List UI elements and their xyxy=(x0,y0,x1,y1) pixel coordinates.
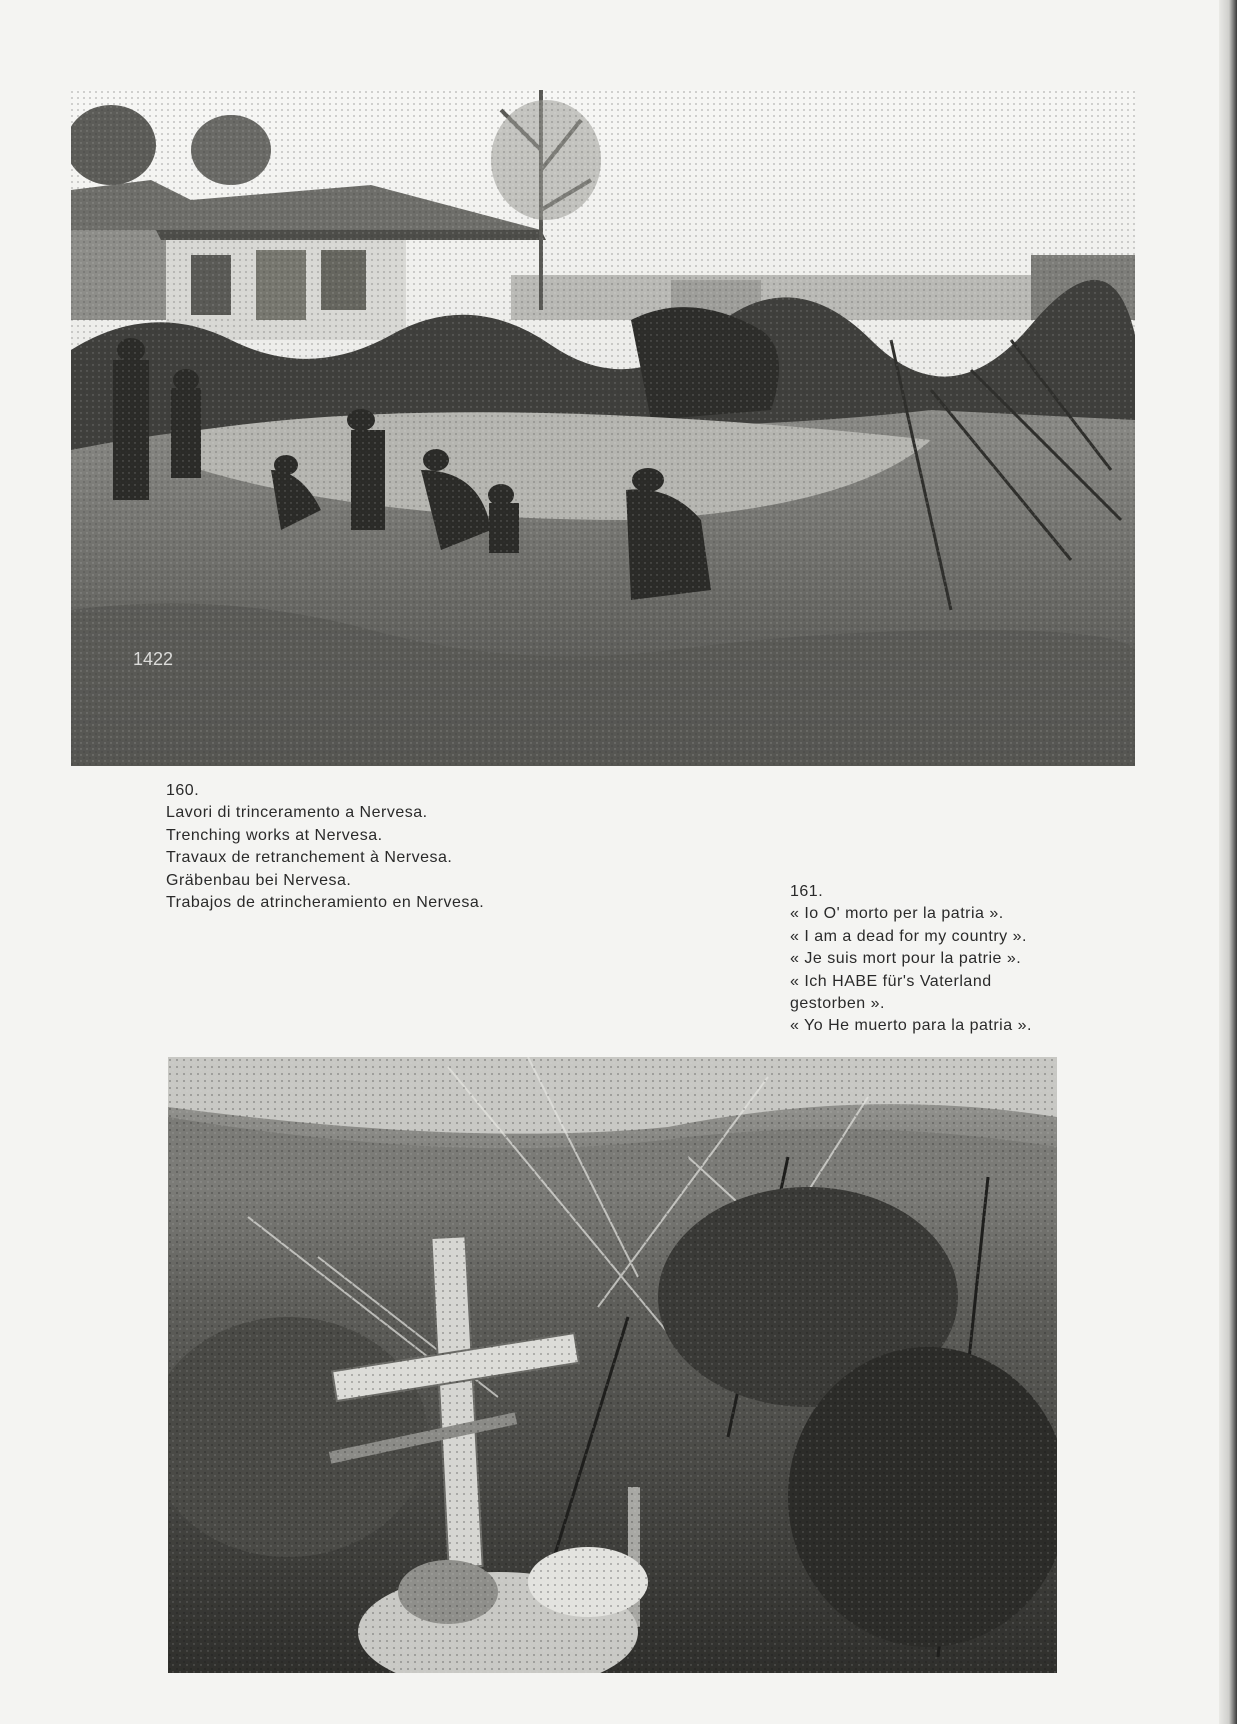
caption-spanish: « Yo He muerto para la patria ». xyxy=(790,1017,1032,1035)
caption-german: Gräbenbau bei Nervesa. xyxy=(166,871,352,889)
caption-italian: Lavori di trinceramento a Nervesa. xyxy=(166,804,428,822)
caption-french: « Je suis mort pour la patrie ». xyxy=(790,950,1022,968)
photo-grave-cross xyxy=(168,1057,1057,1673)
caption-english: « I am a dead for my country ». xyxy=(790,927,1027,945)
caption-english: Trenching works at Nervesa. xyxy=(166,826,383,844)
negative-number: 1422 xyxy=(133,649,174,669)
caption-number: 160. xyxy=(166,782,200,799)
caption-spanish: Trabajos de atrincheramiento en Nervesa. xyxy=(166,894,485,912)
page-edge-shadow xyxy=(1219,0,1237,1724)
caption-161 xyxy=(790,881,1032,1038)
caption-number: 161. xyxy=(790,883,824,900)
caption-italian: « Io O' morto per la patria ». xyxy=(790,905,1004,923)
caption-german: « Ich HABE für's Vaterland xyxy=(790,972,992,990)
caption-french: Travaux de retranchement à Nervesa. xyxy=(166,849,453,867)
caption-160 xyxy=(166,780,484,914)
caption-german-continued: gestorben ». xyxy=(790,995,885,1013)
photo-trenching-works xyxy=(71,90,1135,766)
